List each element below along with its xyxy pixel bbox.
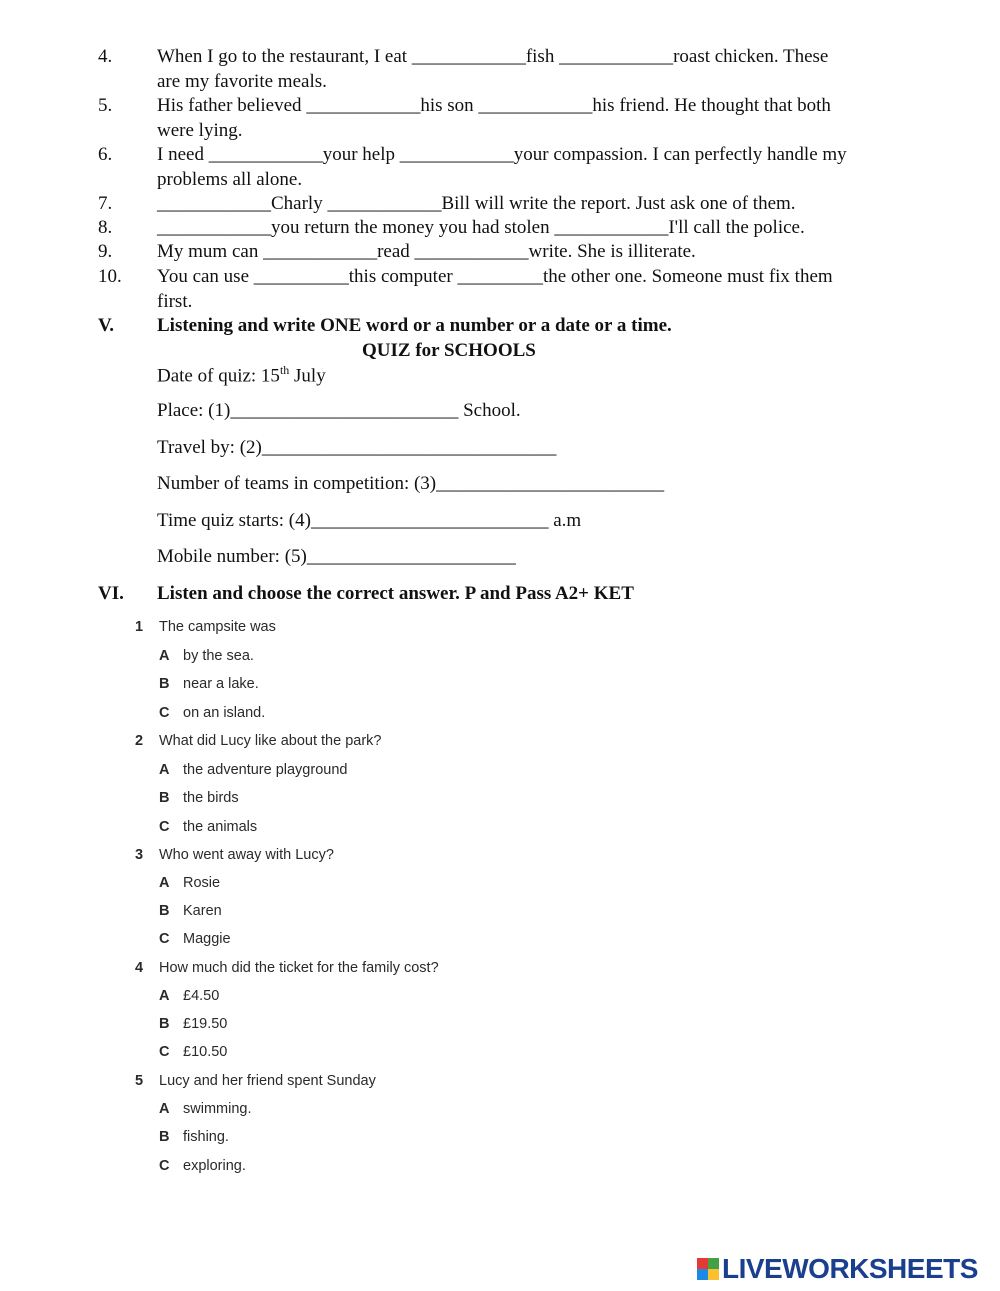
option-text: £19.50 [183, 1016, 228, 1032]
option-text: Karen [183, 903, 222, 919]
form-label: Time quiz starts: (4) [157, 510, 311, 531]
answer-blank[interactable]: ______________________ [306, 546, 516, 567]
option-text: the birds [183, 790, 239, 806]
question-number: 5 [135, 1073, 144, 1089]
answer-option[interactable] [159, 1016, 227, 1032]
option-letter: A [159, 1101, 170, 1117]
option-letter: B [159, 1129, 170, 1145]
item-text: fish [525, 46, 560, 67]
item-text: I'll call the police. [668, 217, 805, 238]
option-text: Maggie [183, 931, 231, 947]
answer-option[interactable] [159, 819, 257, 835]
question-text: Who went away with Lucy? [159, 847, 334, 863]
item-text: the other one. Someone must fix them [542, 266, 833, 287]
question-number: 4 [135, 960, 144, 976]
form-label: Place: (1) [157, 400, 231, 421]
date-label: Date of quiz: 15 [157, 365, 280, 387]
option-letter: A [159, 762, 170, 778]
answer-blank[interactable]: ________________________ [436, 473, 665, 494]
item-text: your help [322, 144, 400, 165]
form-line-teams [157, 473, 664, 495]
item-text: you return the money you had stolen [271, 217, 555, 238]
answer-option[interactable] [159, 1101, 251, 1117]
option-letter: B [159, 903, 170, 919]
answer-blank[interactable]: ____________ [559, 46, 674, 67]
option-text: the adventure playground [183, 762, 348, 778]
answer-blank[interactable]: ____________ [208, 144, 323, 165]
answer-option[interactable] [159, 705, 265, 721]
answer-blank[interactable]: ____________ [399, 144, 514, 165]
section-number: V. [98, 315, 115, 336]
form-suffix: School. [458, 400, 521, 421]
answer-option[interactable] [159, 988, 219, 1004]
exercise-item [98, 94, 938, 143]
form-line-time [157, 510, 581, 532]
answer-blank[interactable]: _________________________ [310, 510, 549, 531]
question-text: Lucy and her friend spent Sunday [159, 1073, 376, 1089]
item-number: 5. [98, 95, 113, 116]
exercise-item [98, 216, 938, 241]
exercise-item [98, 192, 938, 217]
answer-blank[interactable]: _______________________________ [261, 437, 557, 458]
answer-blank[interactable]: ____________ [327, 193, 442, 214]
logo-block [697, 1269, 708, 1280]
option-text: £4.50 [183, 988, 220, 1004]
item-continuation: were lying. [157, 119, 243, 141]
answer-option[interactable] [159, 790, 239, 806]
section-title: Listening and write ONE word or a number or a date or a time. [157, 315, 672, 336]
answer-option[interactable] [159, 875, 220, 891]
option-text: the animals [183, 819, 258, 835]
item-number: 7. [98, 193, 113, 214]
form-suffix: a.m [548, 510, 582, 531]
form-line-place [157, 400, 521, 422]
answer-blank[interactable]: ____________ [414, 241, 529, 262]
answer-blank[interactable]: ________________________ [230, 400, 459, 421]
form-label: Number of teams in competition: (3) [157, 473, 437, 494]
item-text: My mum can [157, 241, 264, 262]
option-letter: C [159, 705, 170, 721]
logo-block [708, 1258, 719, 1269]
option-text: near a lake. [183, 676, 259, 692]
item-number: 9. [98, 241, 113, 262]
section-vi-heading [98, 583, 634, 605]
option-text: swimming. [183, 1101, 252, 1117]
answer-blank[interactable]: ____________ [411, 46, 526, 67]
answer-option[interactable] [159, 903, 222, 919]
exercise-item [98, 240, 938, 265]
answer-blank[interactable]: ____________ [478, 95, 593, 116]
item-text: his son [420, 95, 479, 116]
item-number: 4. [98, 46, 113, 67]
item-text: read [377, 241, 415, 262]
date-month: July [289, 365, 326, 387]
answer-option[interactable] [159, 931, 231, 947]
question-number: 1 [135, 619, 144, 635]
item-text: Bill will write the report. Just ask one of them. [441, 193, 796, 214]
option-letter: A [159, 988, 170, 1004]
answer-option[interactable] [159, 1044, 227, 1060]
answer-option[interactable] [159, 648, 254, 664]
section-number: VI. [98, 583, 124, 604]
answer-option[interactable] [159, 1158, 246, 1174]
answer-option[interactable] [159, 1129, 229, 1145]
logo-block [697, 1258, 708, 1269]
option-letter: C [159, 1158, 170, 1174]
item-text: You can use [157, 266, 254, 287]
form-line-travel [157, 437, 556, 459]
item-text: I need [157, 144, 209, 165]
question-text: How much did the ticket for the family cost? [159, 960, 439, 976]
item-continuation: are my favorite meals. [157, 70, 327, 92]
question-text: What did Lucy like about the park? [159, 733, 382, 749]
option-text: £10.50 [183, 1044, 228, 1060]
answer-blank[interactable]: _________ [457, 266, 543, 287]
option-text: on an island. [183, 705, 266, 721]
answer-blank[interactable]: ____________ [306, 95, 421, 116]
answer-blank[interactable]: __________ [253, 266, 349, 287]
section-title: Listen and choose the correct answer. P and Pass A2+ KET [157, 583, 634, 604]
option-letter: B [159, 790, 170, 806]
section-v-heading [98, 315, 672, 337]
date-suffix: th [279, 363, 290, 377]
item-continuation: problems all alone. [157, 168, 303, 190]
question-text: The campsite was [159, 619, 276, 635]
option-text: by the sea. [183, 648, 254, 664]
item-text: write. She is illiterate. [528, 241, 696, 262]
item-number: 10. [98, 266, 122, 287]
option-text: fishing. [183, 1129, 229, 1145]
item-text: Charly [271, 193, 328, 214]
option-letter: C [159, 819, 170, 835]
option-letter: A [159, 648, 170, 664]
answer-blank[interactable]: ____________ [157, 193, 271, 214]
answer-blank[interactable]: ____________ [263, 241, 378, 262]
quiz-title: QUIZ for SCHOOLS [362, 340, 536, 361]
exercise-item [98, 143, 938, 192]
item-text: this computer [348, 266, 458, 287]
logo-mark-icon [697, 1258, 719, 1280]
question-number: 3 [135, 847, 144, 863]
exercise-item [98, 265, 938, 314]
liveworksheets-logo[interactable] [697, 1254, 978, 1284]
option-text: Rosie [183, 875, 221, 891]
item-number: 8. [98, 217, 113, 238]
option-letter: A [159, 875, 170, 891]
item-text: your compassion. I can perfectly handle my [513, 144, 847, 165]
item-text: His father believed [157, 95, 307, 116]
item-text: When I go to the restaurant, I eat [157, 46, 412, 67]
exercise-item [98, 45, 938, 94]
form-line-mobile [157, 546, 516, 568]
item-text: roast chicken. These [673, 46, 829, 67]
item-text: his friend. He thought that both [592, 95, 831, 116]
form-label: Mobile number: (5) [157, 546, 307, 567]
answer-blank[interactable]: ____________ [554, 217, 669, 238]
quiz-date [157, 363, 326, 387]
item-continuation: first. [157, 290, 193, 312]
answer-option[interactable] [159, 762, 347, 778]
question-number: 2 [135, 733, 144, 749]
answer-blank[interactable]: ____________ [157, 217, 271, 238]
option-letter: B [159, 676, 170, 692]
logo-block [708, 1269, 719, 1280]
option-text: exploring. [183, 1158, 246, 1174]
option-letter: C [159, 931, 170, 947]
logo-text: LIVEWORKSHEETS [722, 1253, 978, 1284]
option-letter: C [159, 1044, 170, 1060]
option-letter: B [159, 1016, 170, 1032]
answer-option[interactable] [159, 676, 259, 692]
form-label: Travel by: (2) [157, 437, 262, 458]
item-number: 6. [98, 144, 113, 165]
